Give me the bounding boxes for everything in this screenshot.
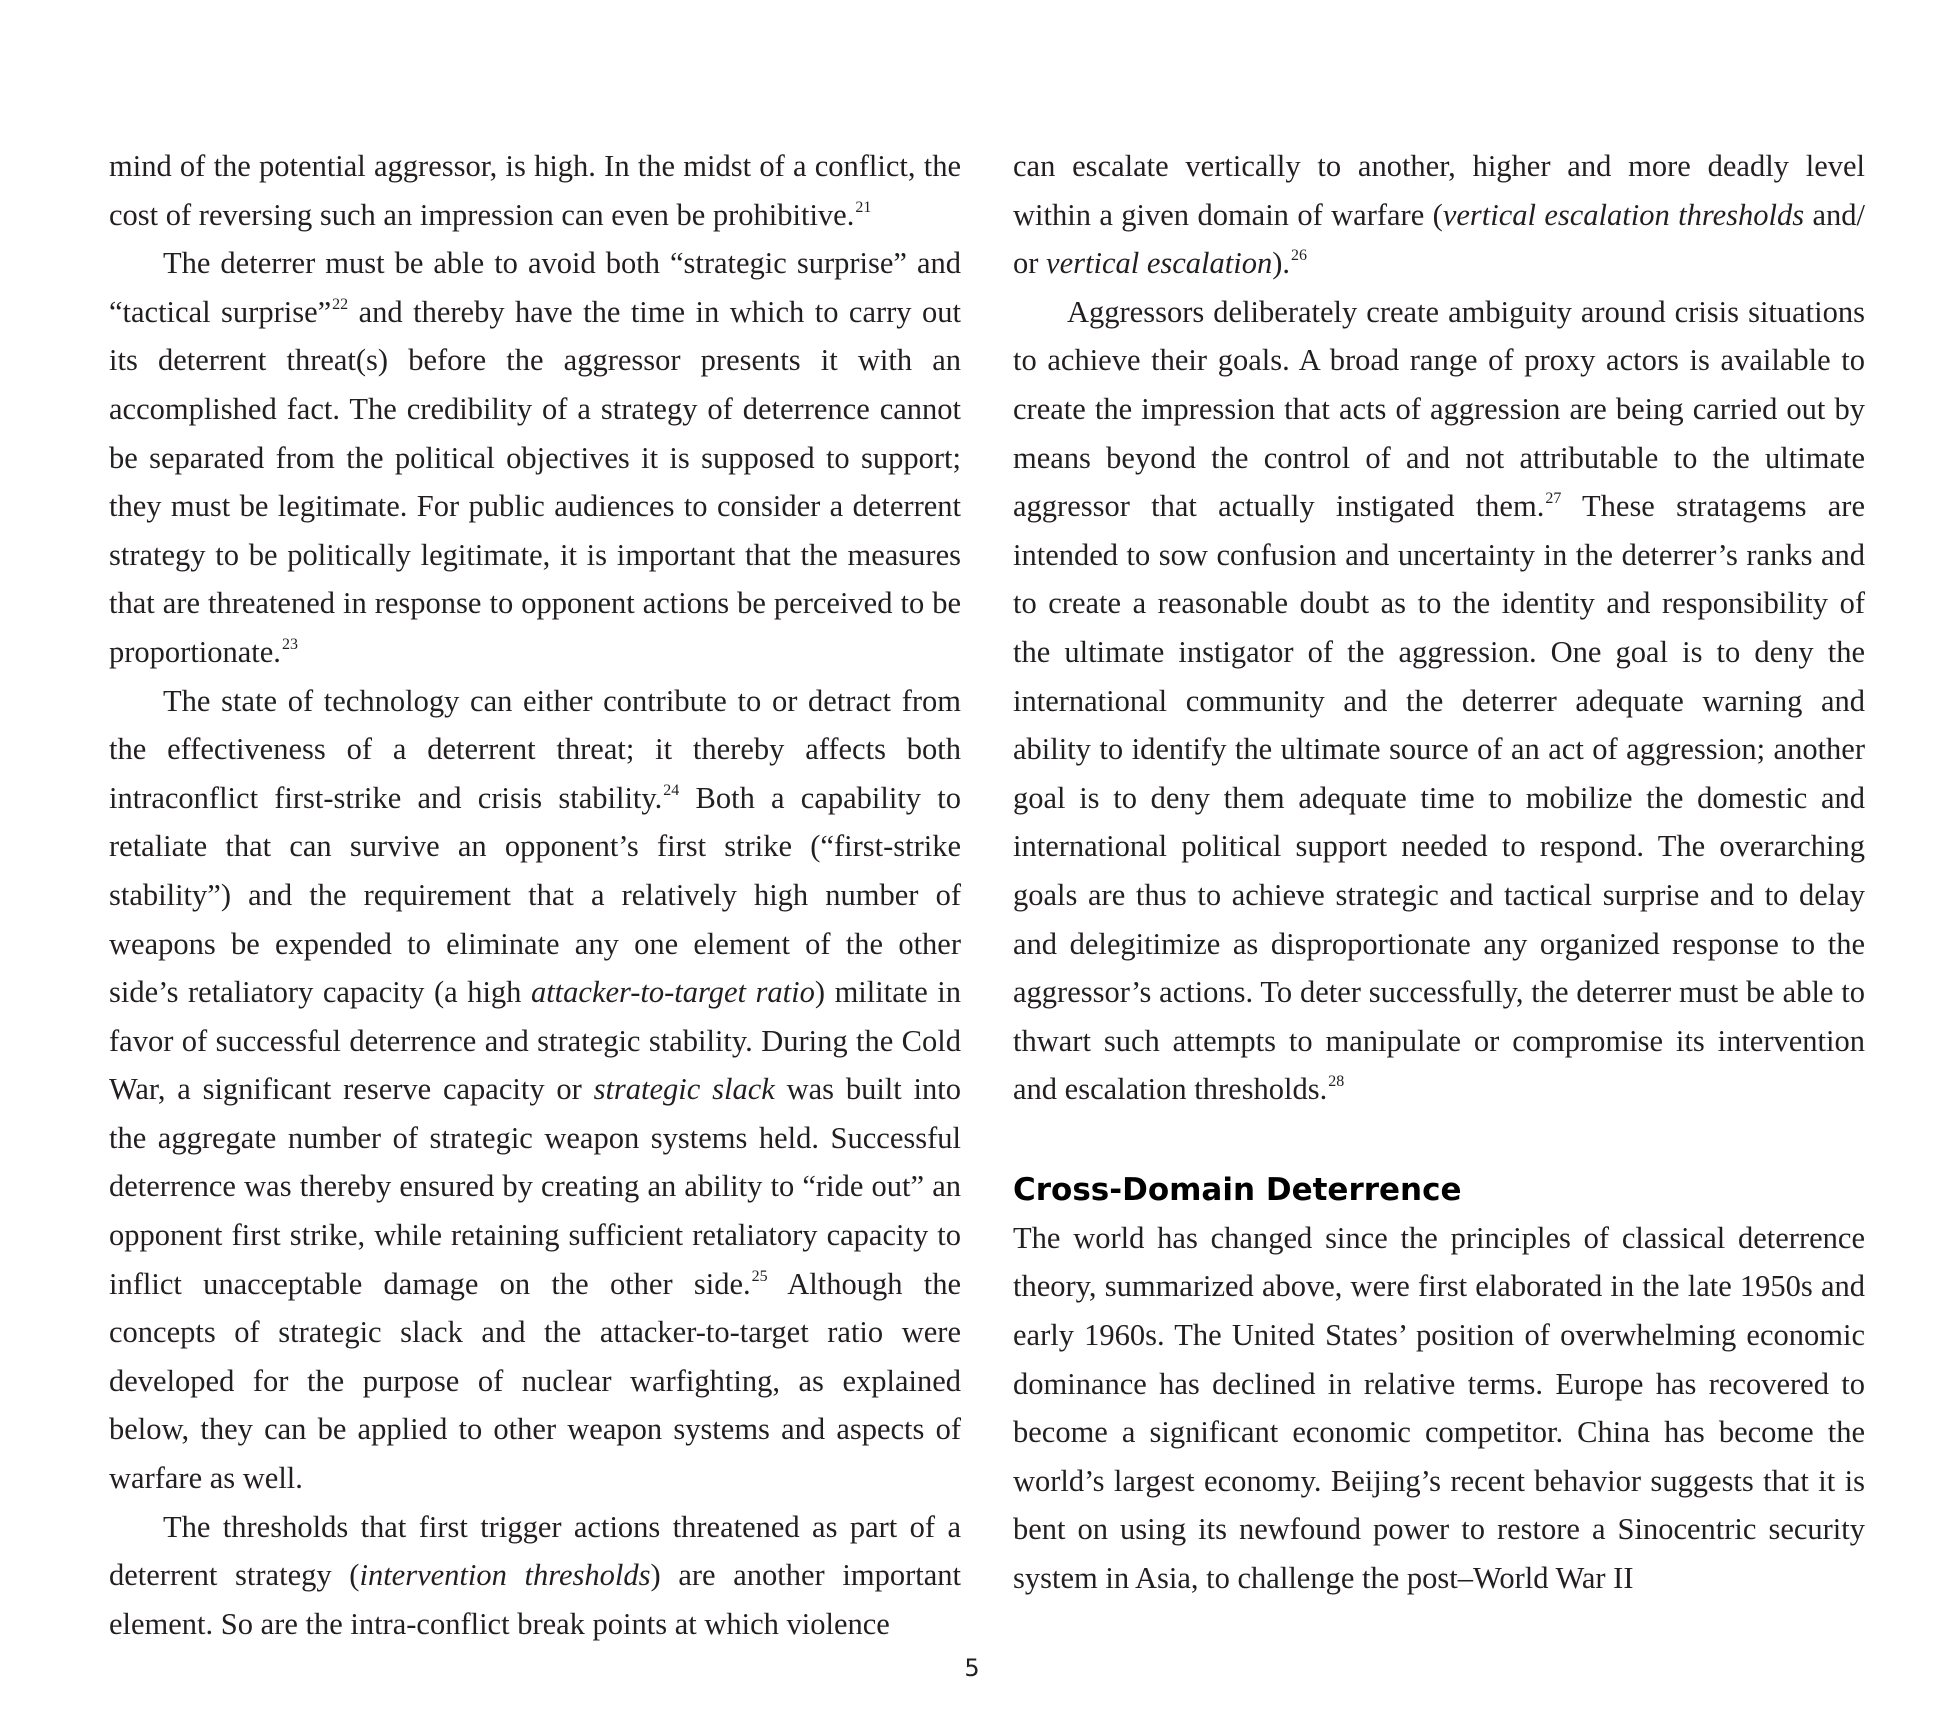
footnote-ref[interactable]: 21 bbox=[855, 198, 872, 216]
paragraph-text: The deterrer must be able to avoid both “strategic surprise” and “tactical surprise” bbox=[109, 246, 961, 329]
right-column bbox=[1013, 142, 1865, 1603]
footnote-ref[interactable]: 27 bbox=[1545, 490, 1562, 508]
italic-term: strategic slack bbox=[593, 1072, 775, 1107]
paragraph-text: and thereby have the time in which to carry out its deterrent threat(s) before the aggressor presents it with an accomplished fact. The credibility of a strategy of deterrence cannot be separated from the political objectives it is supposed to support; they must be legitimate. For public audiences to consider a deterrent strategy to be politically legitimate, it is important that the measures that are threatened in response to opponent actions be perceived to be proportionate. bbox=[109, 294, 961, 669]
paragraph-text: The thresholds that first trigger actions threatened as part of a deterrent strategy ( bbox=[109, 1509, 961, 1593]
paragraph-text: The state of technology can either contribute to or detract from the effectiveness of a deterrent threat; it thereby affects both intraconflict first-strike and crisis stability. bbox=[109, 683, 961, 815]
paragraph bbox=[109, 1503, 961, 1649]
italic-term: vertical escalation bbox=[1046, 246, 1273, 281]
footnote-ref[interactable]: 22 bbox=[332, 295, 349, 313]
paragraph-text: Aggressors deliberately create ambiguity around crisis situations to achieve their goals. A broad range of proxy actors is available to create the impression that acts of aggression are being carried out by means beyond the control of and not attributable to the ultimate aggressor that actually instigated them. bbox=[1013, 294, 1865, 524]
paragraph bbox=[109, 677, 961, 1503]
footnote-ref[interactable]: 26 bbox=[1291, 247, 1307, 265]
footnote-ref[interactable]: 28 bbox=[1328, 1073, 1345, 1091]
paragraph bbox=[1013, 142, 1865, 288]
italic-term: intervention thresholds bbox=[359, 1558, 651, 1593]
left-column bbox=[109, 142, 961, 1648]
paragraph bbox=[109, 142, 961, 239]
paragraph-text: Both a capability to retaliate that can survive an opponent’s first strike (“first-strike stability”) and the requirement that a relatively high number of weapons be expended to eliminate any one element of the other side’s retaliatory capacity (a high bbox=[109, 780, 961, 1010]
paragraph-text: Although the concepts of strategic slack and the attacker-to-target ratio were developed for the purpose of nuclear warfighting, as explained below, they can be applied to other weapon systems and aspects of warfare as well. bbox=[109, 1266, 961, 1496]
section-heading: Cross-Domain Deterrence bbox=[1013, 1171, 1462, 1208]
paragraph-text: was built into the aggregate number of strategic weapon systems held. Successful deterrence was thereby ensured by creating an ability to “ride out” an opponent first strike, while retaining sufficient retaliatory capacity to inflict unacceptable damage on the other side. bbox=[109, 1072, 961, 1301]
italic-term: vertical escalation thresholds bbox=[1442, 197, 1805, 232]
footnote-ref[interactable]: 24 bbox=[663, 781, 680, 799]
page-number: 5 bbox=[964, 1654, 980, 1682]
paragraph-text: These stratagems are intended to sow confusion and uncertainty in the deterrer’s ranks and to create a reasonable doubt as to the identity and responsibility of the ultimate instigator of the aggression. One goal is to deny the international community and the deterrer adequate warning and ability to identify the ultimate source of an act of aggression; another goal is to deny them adequate time to mobilize the domestic and international political support needed to respond. The overarching goals are thus to achieve strategic and tactical surprise and to delay and delegitimize as disproportionate any organized response to the aggressor’s actions. To deter successfully, the deterrer must be able to thwart such attempts to manipulate or compromise its intervention and escalation thresholds. bbox=[1013, 489, 1865, 1107]
paragraph-text: ) militate in favor of successful deterrence and strategic stability. During the Cold War, a significant reserve capacity or bbox=[109, 975, 961, 1107]
paragraph-text: can escalate vertically to another, higher and more deadly level within a given domain of warfare ( bbox=[1013, 149, 1865, 232]
italic-term: attacker-to-target ratio bbox=[530, 975, 815, 1010]
paragraph bbox=[1013, 1214, 1865, 1603]
paragraph bbox=[109, 239, 961, 676]
paragraph-text: ). bbox=[1272, 246, 1290, 281]
paragraph-text: The world has changed since the principles of classical deterrence theory, summarized above, were first elaborated in the late 1950s and early 1960s. The United States’ position of overwhelming economic dominance has declined in relative terms. Europe has recovered to become a significant economic competitor. China has become the world’s largest economy. Beijing’s recent behavior suggests that it is bent on using its newfound power to restore a Sinocentric security system in Asia, to challenge the post–World War II bbox=[1013, 1220, 1865, 1596]
paragraph-text: mind of the potential aggressor, is high. In the midst of a conflict, the cost of reversing such an impression can even be prohibitive. bbox=[109, 149, 961, 232]
footnote-ref[interactable]: 23 bbox=[281, 635, 298, 653]
paragraph bbox=[1013, 288, 1865, 1114]
paragraph-text: and/ or bbox=[1013, 197, 1866, 281]
footnote-ref[interactable]: 25 bbox=[751, 1267, 768, 1285]
paragraph-text: ) are another important element. So are the intra-conflict break points at which violence bbox=[109, 1558, 961, 1641]
